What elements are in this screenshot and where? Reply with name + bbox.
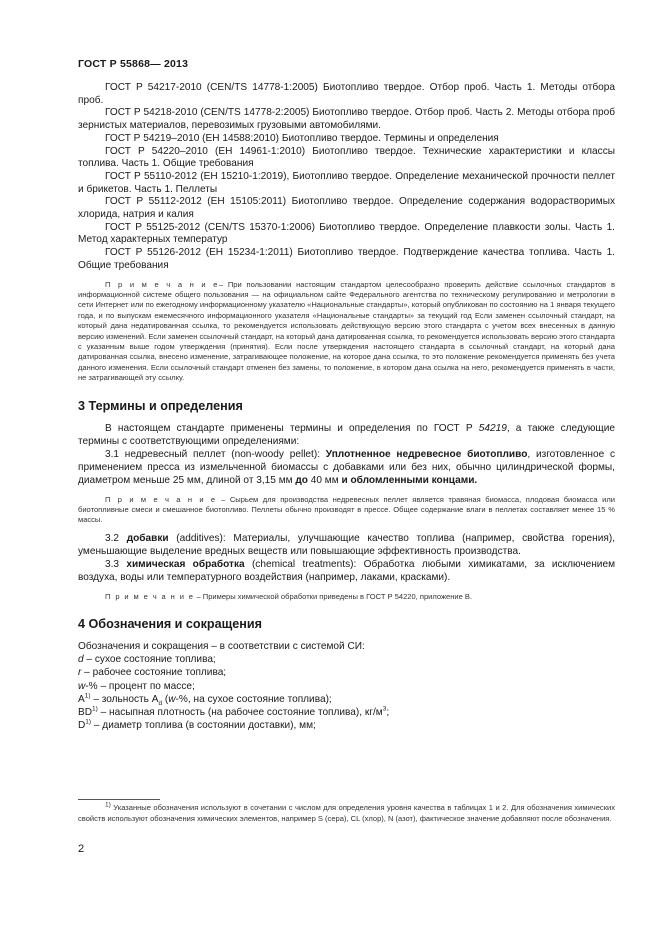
reference-item: ГОСТ Р 54218-2010 (CEN/TS 14778-2:2005) Биотопливо твердое. Отбор проб. Часть 2. Методы отбора проб зернистых материалов, перевозимых грузовыми автомобилями. [78, 107, 615, 132]
term-3-2: 3.2 добавки (additives): Материалы, улучшающие качество топлива (например, свойства горения), уменьшающие выделение вредных веществ или повышающие эффективность производства. [78, 532, 615, 558]
reference-item: ГОСТ Р 55126-2012 (ЕН 15234-1:2011) Биотопливо твердое. Подтверждение качества топлива. Часть 1. Общие требования [78, 247, 615, 271]
note-references [78, 280, 615, 384]
note-label: П р и м е ч а н и е [105, 494, 217, 504]
note-label: П р и м е ч а н и е [105, 279, 219, 289]
symbol-item: r – рабочее состояние топлива; [78, 667, 227, 679]
symbol-item: $D^{1)}$ – диаметр топлива (в состоянии доставки), мм; [78, 718, 316, 732]
term-3-3: 3.3 химическая обработка (chemical treatments): Обработка любыми химикатами, за исключением воздуха, воды или температурного воздействия (например, лаками, красками). [78, 559, 616, 584]
section-4-title: 4 Обозначения и сокращения [78, 617, 262, 632]
footnote-ref: 1) [84, 692, 91, 700]
symbol-item: BD$^{1)}$ – насыпная плотность (на рабочее состояние топлива), $кг/м^3$; [78, 705, 390, 719]
footnote-ref: 1) [92, 705, 98, 713]
term-3-1: 3.1 недревесный пеллет (non-woody pellet): Уплотненное недревесное биотопливо, изготовленное с применением пресса из измельченной биомассы с добавками или без них, обычно цилиндрической формы, диаметром меньше 25 мм, длиной от 3,15 мм до 40 мм и обломленными концами. [78, 449, 616, 487]
section-3-title: 3 Термины и определения [78, 398, 243, 413]
note-term-3-3: П р и м е ч а н и е – Примеры химической обработки приведены в ГОСТ Р 54220, приложение В. [105, 591, 473, 601]
symbol-item: w-% – процент по массе; [78, 680, 195, 692]
page-number: 2 [78, 843, 85, 855]
references-list [78, 82, 615, 273]
reference-item: ГОСТ Р 55112-2012 (ЕН 15105:2011) Биотопливо твердое. Определение содержания водорастворимых хлорида, натрия и калия [78, 196, 615, 221]
reference-item: ГОСТ Р 55110-2012 (ЕН 15210-1:2019), Биотопливо твердое. Определение механической прочности пеллет и брикетов. Часть 1. Пеллеты [78, 170, 615, 195]
reference-item: ГОСТ Р 54219–2010 (ЕН 14588:2010) Биотопливо твердое. Термины и определения [105, 132, 499, 144]
page-content [78, 58, 615, 732]
footnote: $^{1)}$ Указанные обозначения используют в сочетании с числом для определения уровня качества в таблицах 1 и 2. Для обозначения химических свойств используют обозначения химических элементов, например S (сера), CL (хлор), N (азот), фактическое значение добавляют после обозначения. [78, 801, 615, 823]
symbol-item: d – сухое состояние топлива; [78, 654, 216, 666]
note-text: – При пользовании настоящим стандартом целесообразно проверить действие ссылочных стандартов в информационной системе общего пользования — на официальном сайте Федерального агентства по техническому регулированию и метрологии в сети Интернет или по ежегодному информационному указателю «Национальные стандарты», который опубликован по состоянию на 1 января текущего года, и по выпускам ежемесячного информационного указателя «Национальные стандарты» за текущий год Если заменен ссылочный стандарт, на который дана недатированная ссылка, то рекомендуется использовать действующую версию этого стандарта с учетом всех внесенных в данную версию изменений. Если заменен ссылочный стандарт, на который дана датированная ссылка, то рекомендуется использовать версию этого стандарта с указанным выше годом утверждения (принятия). Если после утверждения настоящего стандарта в ссылочный стандарт, на который дана датированная ссылка, внесено изменение, затрагивающее положение, на которое дана ссылка, то это положение рекомендуется применять без учета данного изменения. Если ссылочный стандарт отменен без замены, то положение, в котором дана ссылка на него, рекомендуется применять в части, не затрагивающей эту ссылку. [78, 279, 615, 383]
footnote-ref: 1) [85, 718, 92, 726]
footnote-mark: 1) [105, 801, 111, 809]
reference-item: ГОСТ Р 54217-2010 (CEN/TS 14778-1:2005) Биотопливо твердое. Отбор проб. Часть 1. Методы отбора проб. [78, 82, 615, 106]
symbols-intro: Обозначения и сокращения – в соответствии с системой СИ: [78, 641, 365, 653]
note-term-3-1: П р и м е ч а н и е – Сырьем для производства недревесных пеллет является травяная биомасса, плодовая биомасса или биотопливные смеси и смешанное биотопливо. Пеллеты обычно производят в прессе. Общее содержание влаги в пеллетах составляет менее 15 % массы. [78, 494, 615, 525]
reference-item: ГОСТ Р 55125-2012 (CEN/TS 15370-1:2006) Биотопливо твердое. Определение плавкости золы. Часть 1. Метод характерных температур [78, 221, 615, 246]
document-header: ГОСТ Р 55868— 2013 [78, 58, 189, 70]
footnote-divider [78, 799, 160, 800]
reference-item: ГОСТ Р 54220–2010 (ЕН 14961-1:2010) Биотопливо твердое. Технические характеристики и классы топлива. Часть 1. Общие требования [78, 145, 615, 170]
symbol-item: $A^{1)}$ – зольность $A_d$ (w-%, на сухое состояние топлива); [78, 692, 332, 707]
section-3-intro: В настоящем стандарте применены термины и определения по ГОСТ Р 54219, а также следующие термины с соответствующими определениями: [78, 422, 615, 447]
note-label: П р и м е ч а н и е [105, 591, 195, 601]
symbols-list [78, 640, 615, 732]
